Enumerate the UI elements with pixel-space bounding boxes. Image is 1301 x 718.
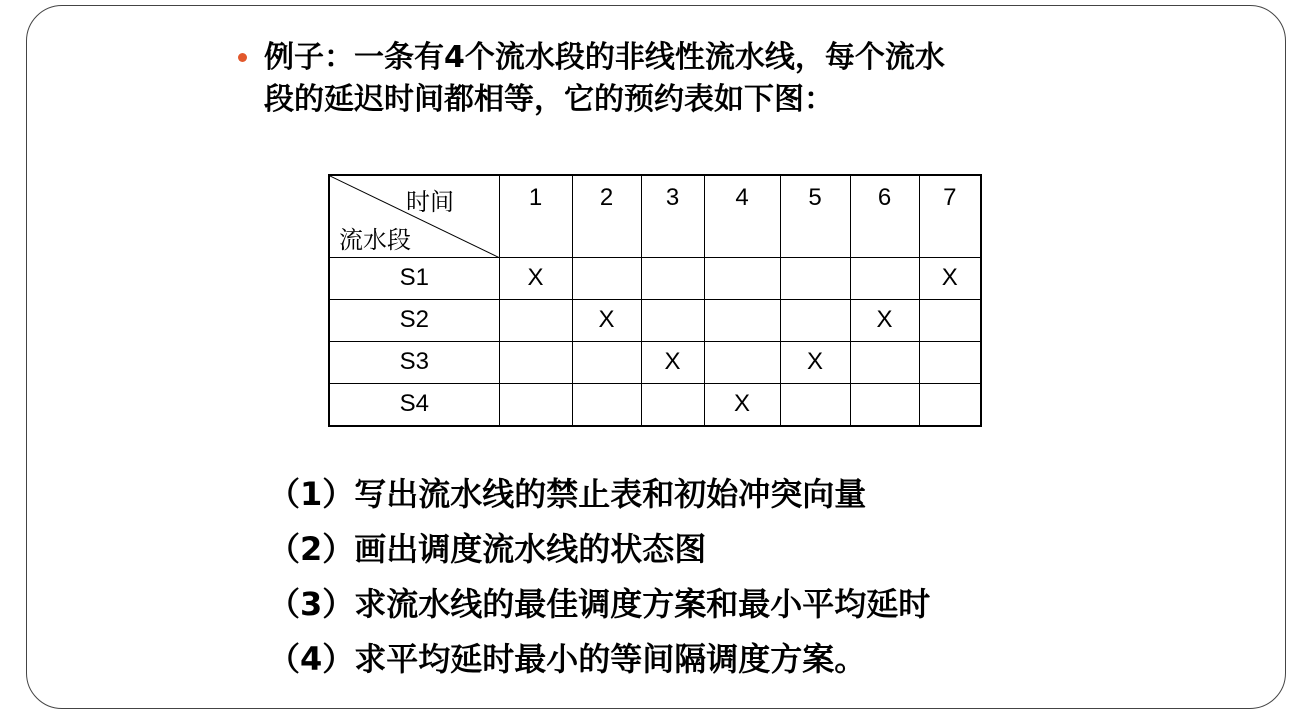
stage-label: S2 [329,299,499,341]
table-cell [919,341,981,383]
question-item: （2）画出调度流水线的状态图 [268,530,707,568]
table-cell [704,299,780,341]
time-header: 2 [572,175,641,257]
table-cell [704,257,780,299]
table-cell: X [704,383,780,426]
table-cell [572,341,641,383]
question-item: （4）求平均延时最小的等间隔调度方案。 [268,640,867,678]
stage-label: S3 [329,341,499,383]
table-cell [780,257,850,299]
table-row [329,257,981,299]
table-cell [850,341,919,383]
reservation-table [328,174,982,427]
stage-label: S4 [329,383,499,426]
table-cell [572,383,641,426]
table-header-row [329,175,981,257]
table-cell: X [780,341,850,383]
question-item: （3）求流水线的最佳调度方案和最小平均延时 [268,585,931,623]
time-header: 6 [850,175,919,257]
table-cell [704,341,780,383]
table-cell: X [572,299,641,341]
table-cell [850,257,919,299]
intro-line-1: 例子：一条有4个流水段的非线性流水线，每个流水 [264,40,945,75]
time-header: 5 [780,175,850,257]
corner-time-label: 时间 [406,188,454,216]
table-cell: X [919,257,981,299]
corner-stage-label: 流水段 [339,226,411,254]
table-cell [780,299,850,341]
table-cell [780,383,850,426]
time-header: 4 [704,175,780,257]
table-cell [499,299,572,341]
table-cell [919,299,981,341]
time-header: 1 [499,175,572,257]
table-cell: X [499,257,572,299]
table-cell [641,383,704,426]
table-row [329,341,981,383]
table-cell: X [641,341,704,383]
time-header: 7 [919,175,981,257]
table-row [329,383,981,426]
intro-line-2: 段的延迟时间都相等，它的预约表如下图： [264,82,834,117]
table-cell [641,257,704,299]
bullet-dot-icon [238,53,247,62]
table-corner-cell [329,175,499,257]
table-cell [919,383,981,426]
table-cell [499,341,572,383]
table-cell [572,257,641,299]
table-row [329,299,981,341]
table-cell [641,299,704,341]
stage-label: S1 [329,257,499,299]
table-cell: X [850,299,919,341]
time-header: 3 [641,175,704,257]
question-item: （1）写出流水线的禁止表和初始冲突向量 [268,475,867,513]
table-cell [850,383,919,426]
table-cell [499,383,572,426]
